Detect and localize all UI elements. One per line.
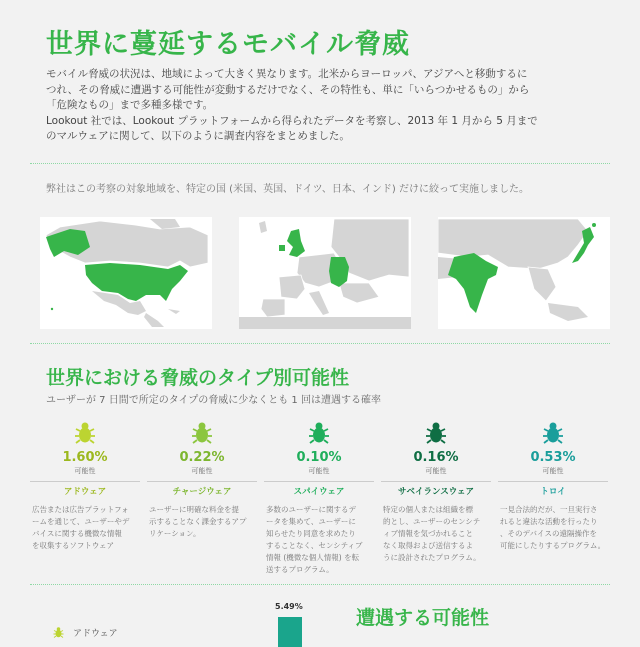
threat-name: サベイランスウェア: [381, 481, 491, 497]
desc-line: うに設計されたプログラム。: [383, 553, 481, 562]
threat-description: [30, 504, 140, 552]
threat-percent: 0.16%: [413, 450, 459, 465]
desc-line: ユーザーに明確な料金を提: [149, 505, 239, 514]
threat-column-spyware: [264, 420, 374, 576]
divider: [30, 584, 610, 585]
legend-label: アドウェア: [73, 629, 118, 639]
intro-line: つれ、その脅威に遭遇する可能性が変動するだけでなく、その特性も、単に「いらつかせるもの」から: [46, 83, 530, 96]
desc-line: 知らせたり同意を求めたり: [266, 529, 356, 538]
bar-value-label: 5.49%: [275, 602, 303, 611]
desc-line: バイスに関する機微な情報: [32, 529, 122, 538]
threat-percent-label: 可能性: [308, 467, 330, 475]
threat-name: チャージウェア: [147, 481, 257, 497]
desc-line: 示することなく課金するアプ: [149, 517, 247, 526]
bug-icon: [306, 420, 332, 446]
desc-line: 多数のユーザーに関するデ: [266, 505, 356, 514]
threat-percent: 0.53%: [530, 450, 576, 465]
desc-line: を収集するソフトウェア: [32, 541, 115, 550]
threat-percent: 1.60%: [62, 450, 108, 465]
desc-line: 可能にしたりするプログラム。: [500, 541, 606, 550]
threat-description: [498, 504, 608, 552]
map-north-america: [40, 217, 212, 329]
threat-description: [381, 504, 491, 564]
desc-line: 的とし、ユーザーのセンシテ: [383, 517, 481, 526]
bug-icon: [52, 626, 65, 639]
bug-icon: [189, 420, 215, 446]
page-title: 世界に蔓延するモバイル脅威: [46, 29, 410, 60]
threat-percent-label: 可能性: [542, 467, 564, 475]
desc-line: 一見合法的だが、一旦実行さ: [500, 505, 598, 514]
desc-line: ィブ情報を気づかれること: [383, 529, 473, 538]
intro-line: Lookout 社では、Lookout プラットフォームから得られたデータを考察し、2013 年 1 月から 5 月まで: [46, 114, 538, 127]
threat-column-chargeware: [147, 420, 257, 540]
map-asia: [438, 217, 610, 329]
bug-icon: [72, 420, 98, 446]
legend-item-adware: [52, 626, 118, 639]
threat-description: [147, 504, 257, 540]
encounter-title: 遭遇する可能性: [356, 607, 490, 629]
divider: [30, 343, 610, 344]
desc-line: なく取得および送信するよ: [383, 541, 473, 550]
threat-percent-label: 可能性: [74, 467, 96, 475]
bar: [278, 617, 302, 647]
threat-name: トロイ: [498, 481, 608, 497]
threat-percent: 0.10%: [296, 450, 342, 465]
threat-name: アドウェア: [30, 481, 140, 497]
intro-text: [46, 67, 596, 145]
threat-percent-label: 可能性: [425, 467, 447, 475]
section-subtitle: ユーザーが 7 日間で所定のタイプの脅威に少なくとも 1 回は遭遇する確率: [46, 395, 381, 406]
threat-percent-label: 可能性: [191, 467, 213, 475]
threat-column-trojan: [498, 420, 608, 552]
divider: [30, 163, 610, 164]
threat-percent: 0.22%: [179, 450, 225, 465]
section-title: 世界における脅威のタイプ別可能性: [46, 367, 350, 389]
desc-line: ームを通じて、ユーザーやデ: [32, 517, 130, 526]
desc-line: 広告または広告プラットフォ: [32, 505, 129, 514]
bug-icon: [423, 420, 449, 446]
threat-column-surveillanceware: [381, 420, 491, 564]
intro-line: 「危険なもの」まで多種多様です。: [46, 99, 214, 111]
map-europe: [239, 217, 411, 329]
intro-line: のマルウェアに関して、以下のように調査内容をまとめました。: [46, 130, 350, 142]
threat-name: スパイウェア: [264, 481, 374, 497]
threat-column-adware: [30, 420, 140, 552]
desc-line: れると違法な活動を行ったり: [500, 517, 598, 526]
desc-line: 特定の個人または組織を標: [383, 505, 473, 514]
threat-description: [264, 504, 374, 576]
desc-line: ータを集めて、ユーザーに: [266, 517, 356, 526]
desc-line: 送するプログラム。: [266, 565, 334, 574]
desc-line: 、そのデバイスの遠隔操作を: [500, 529, 597, 538]
bug-icon: [540, 420, 566, 446]
desc-line: することなく、センシティブ: [266, 541, 363, 550]
desc-line: 情報 (機微な個人情報) を転: [266, 553, 360, 562]
scope-note: 弊社はこの考察の対象地域を、特定の国 (米国、英国、ドイツ、日本、インド) だけに絞って実施しました。: [46, 184, 529, 195]
intro-line: モバイル脅威の状況は、地域によって大きく異なります。北米からヨーロッパ、アジアへと移動するに: [46, 68, 528, 80]
desc-line: リケーション。: [149, 529, 201, 538]
